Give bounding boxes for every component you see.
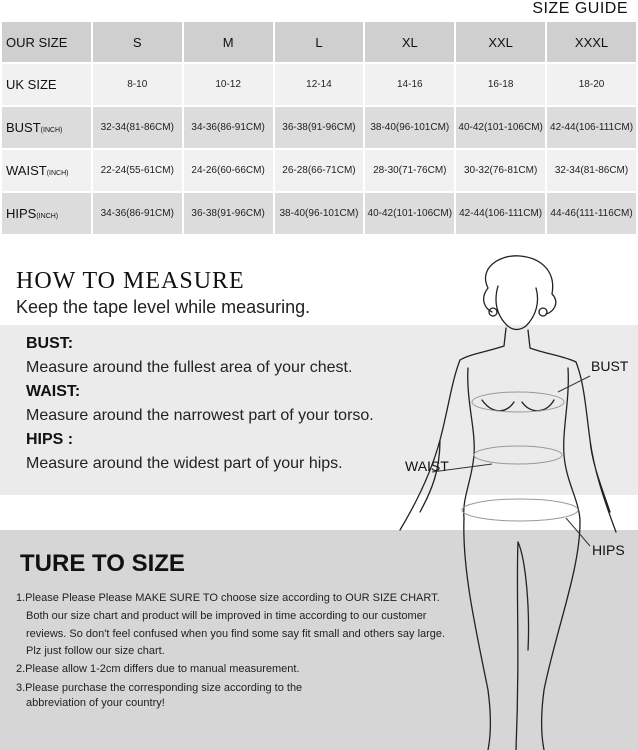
table-cell: 26-28(66-71CM) xyxy=(275,150,364,191)
hips-instruction: Measure around the widest part of your hips. xyxy=(26,455,343,472)
table-cell: 38-40(96-101CM) xyxy=(275,193,364,234)
table-cell: 38-40(96-101CM) xyxy=(365,107,454,148)
hips-label: HIPS : xyxy=(26,431,74,448)
table-cell: 28-30(71-76CM) xyxy=(365,150,454,191)
table-cell: 32-34(81-86CM) xyxy=(93,107,182,148)
row-label xyxy=(2,107,91,148)
row-label xyxy=(2,150,91,191)
table-cell: 30-32(76-81CM) xyxy=(456,150,545,191)
how-to-measure-title: HOW TO MEASURE xyxy=(16,268,245,294)
row-label-text: HIPS xyxy=(6,206,37,221)
note-line: reviews. So don't feel confused when you find some say fit small and others say large. xyxy=(26,628,446,640)
row-unit: (INCH) xyxy=(40,127,63,134)
figure-bust-label: BUST xyxy=(591,358,629,374)
table-row-bust xyxy=(2,107,636,148)
body-figure-illustration xyxy=(380,250,638,750)
table-cell: 40-42(101-106CM) xyxy=(456,107,545,148)
note-line: Both our size chart and product will be improved in time according to our customer xyxy=(26,610,427,622)
table-cell: 44-46(111-116CM) xyxy=(547,193,636,234)
waist-instruction: Measure around the narrowest part of your torso. xyxy=(26,407,374,424)
how-to-measure-subtitle: Keep the tape level while measuring. xyxy=(16,297,311,317)
note-line: 1.Please Please Please MAKE SURE TO choose size according to OUR SIZE CHART. xyxy=(16,592,440,604)
table-cell: 10-12 xyxy=(184,64,273,105)
size-header-row xyxy=(2,22,636,62)
table-cell: 12-14 xyxy=(275,64,364,105)
table-cell: 42-44(106-111CM) xyxy=(547,107,636,148)
table-cell: 34-36(86-91CM) xyxy=(184,107,273,148)
size-header-cell: XXL xyxy=(456,22,545,62)
table-cell: 16-18 xyxy=(456,64,545,105)
note-line: Plz just follow our size chart. xyxy=(26,645,165,657)
note-line: abbreviation of your country! xyxy=(26,697,165,709)
row-label xyxy=(2,193,91,234)
figure-waist-label: WAIST xyxy=(405,458,449,474)
row-unit: (INCH) xyxy=(36,213,59,220)
figure-hips-label: HIPS xyxy=(592,542,625,558)
row-label: UK SIZE xyxy=(2,64,91,105)
table-cell: 22-24(55-61CM) xyxy=(93,150,182,191)
table-cell: 36-38(91-96CM) xyxy=(184,193,273,234)
size-header-cell: XXXL xyxy=(547,22,636,62)
size-header-cell: M xyxy=(184,22,273,62)
table-cell: 24-26(60-66CM) xyxy=(184,150,273,191)
table-row-hips xyxy=(2,193,636,234)
bust-instruction: Measure around the fullest area of your chest. xyxy=(26,359,353,376)
table-cell: 18-20 xyxy=(547,64,636,105)
table-cell: 14-16 xyxy=(365,64,454,105)
table-cell: 34-36(86-91CM) xyxy=(93,193,182,234)
table-row-waist xyxy=(2,150,636,191)
size-header-label: OUR SIZE xyxy=(2,22,91,62)
note-line: 3.Please purchase the corresponding size according to the xyxy=(16,682,303,694)
size-header-cell: S xyxy=(93,22,182,62)
size-guide-title: SIZE GUIDE xyxy=(532,0,628,17)
row-label-text: WAIST xyxy=(6,163,47,178)
note-line: 2.Please allow 1-2cm differs due to manual measurement. xyxy=(16,663,300,675)
bust-label: BUST: xyxy=(26,335,74,352)
table-row-uk-size xyxy=(2,64,636,105)
table-cell: 36-38(91-96CM) xyxy=(275,107,364,148)
size-header-cell: XL xyxy=(365,22,454,62)
table-cell: 32-34(81-86CM) xyxy=(547,150,636,191)
table-cell: 8-10 xyxy=(93,64,182,105)
row-label-text: BUST xyxy=(6,120,41,135)
size-header-cell: L xyxy=(275,22,364,62)
row-unit: (INCH) xyxy=(46,170,69,177)
true-to-size-title: TURE TO SIZE xyxy=(20,550,185,577)
size-chart-table xyxy=(0,20,638,236)
table-cell: 40-42(101-106CM) xyxy=(365,193,454,234)
table-cell: 42-44(106-111CM) xyxy=(456,193,545,234)
waist-label: WAIST: xyxy=(26,383,81,400)
